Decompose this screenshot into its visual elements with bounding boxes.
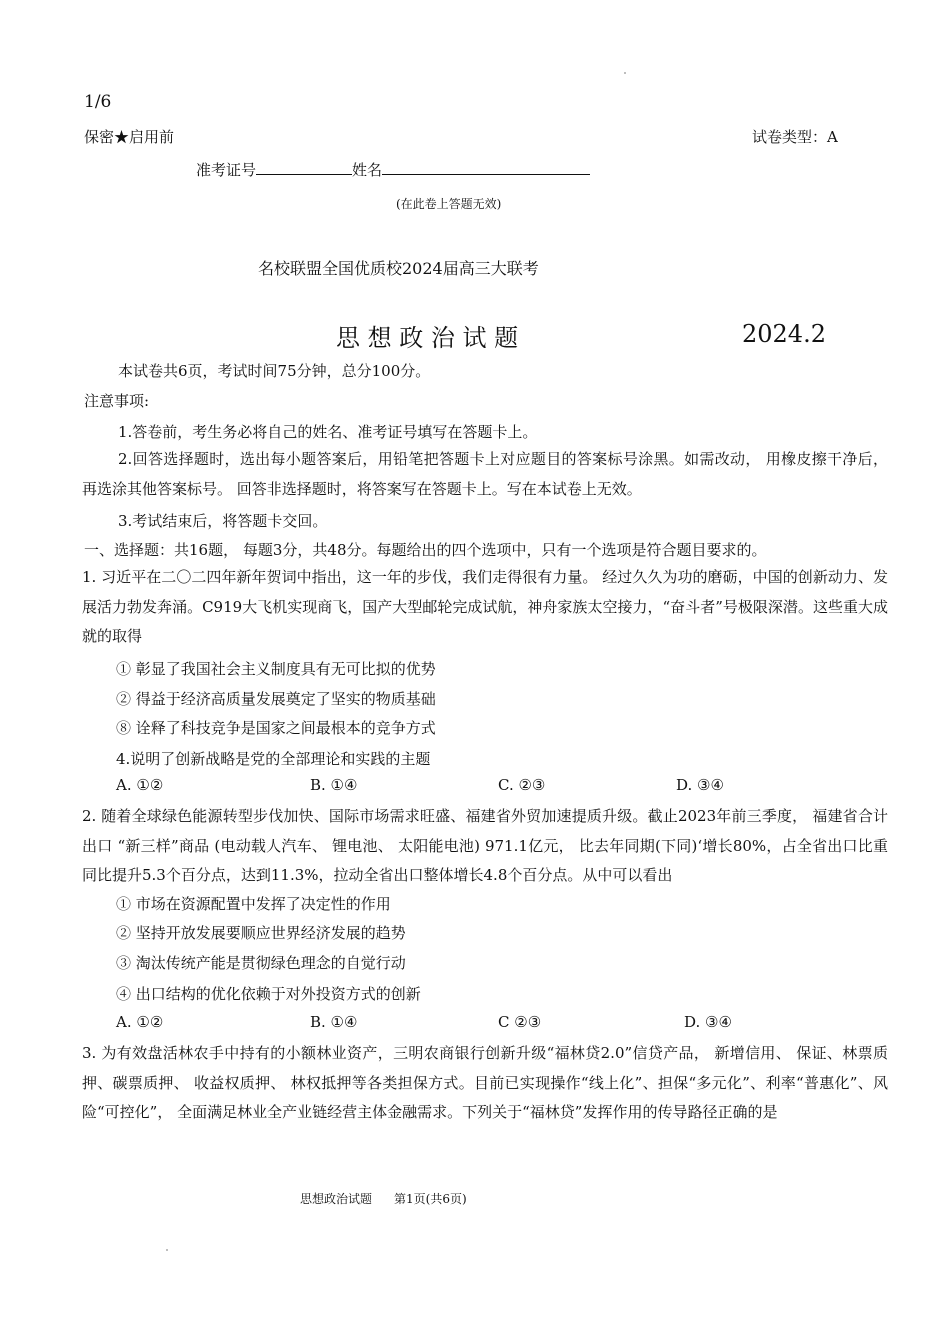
option-d[interactable]: D. ③④ xyxy=(676,776,724,794)
statement: ② 得益于经济高质量发展奠定了坚实的物质基础 xyxy=(116,690,436,708)
invalid-note: (在此卷上答题无效) xyxy=(396,197,502,211)
confidential-label: 保密★启用前 xyxy=(84,128,175,146)
option-c[interactable]: C ②③ xyxy=(498,1013,542,1031)
notice-item: 3.考试结束后，将答题卡交回。 xyxy=(118,512,328,530)
option-a[interactable]: A. ①② xyxy=(116,776,164,794)
statement: ② 坚持开放发展要顺应世界经济发展的趋势 xyxy=(116,924,406,942)
page-counter: 1/6 xyxy=(84,92,112,112)
question-stem: 1. 习近平在二〇二四年新年贺词中指出，这一年的步伐，我们走得很有力量。 经过久久为功的磨砺，中国的创新动力、发展活力勃发奔涌。C919大飞机实现商飞，国产大型邮轮完成试航，神舟家族太空接力，“奋斗者”号极限深潜。这些重大成就的取得 xyxy=(82,568,888,645)
notice-item: 1.答卷前，考生务必将自己的姓名、准考证号填写在答题卡上。 xyxy=(118,423,538,441)
name-field[interactable] xyxy=(382,159,590,175)
statement: 4.说明了创新战略是党的全部理论和实践的主题 xyxy=(116,750,431,768)
option-d[interactable]: D. ③④ xyxy=(684,1013,732,1031)
exam-intro: 本试卷共6页，考试时间75分钟，总分100分。 xyxy=(118,362,431,380)
footer-subject: 思想政治试题 xyxy=(300,1192,373,1206)
candidate-info xyxy=(196,159,590,180)
question-stem: 2. 随着全球绿色能源转型步伐加快、国际市场需求旺盛、福建省外贸加速提质升级。截止2023年前三季度， 福建省合计出口 “新三样”商品 (电动载人汽车、 锂电池、 太阳能电池) 971.1亿元， 比去年同期(下同)‘增长80%，占全省出口比重同比提升5.3个百分点，达到11.3%，拉动全省出口整体增长4.8个百分点。从中可以看出 xyxy=(82,807,888,884)
answer-options xyxy=(116,1013,816,1035)
section-heading: 一、选择题：共16题， 每题3分，共48分。每题给出的四个选项中，只有一个选项是符合题目要求的。 xyxy=(84,541,767,559)
name-label: 姓名 xyxy=(352,161,383,179)
exam-id-label: 准考证号 xyxy=(196,161,257,179)
notice-item: 2.回答选择题时，选出每小题答案后，用铅笔把答题卡上对应题目的答案标号涂黑。如需改动， 用橡皮擦干净后， 再选涂其他答案标号。 回答非选择题时，将答案写在答题卡上。写在本试卷上无效。 xyxy=(82,450,888,498)
statement: ① 市场在资源配置中发挥了决定性的作用 xyxy=(116,895,391,913)
subject-title: 思 想 政 治 试 题 xyxy=(336,324,519,352)
exam-name: 名校联盟全国优质校2024届高三大联考 xyxy=(258,259,539,278)
scan-speck xyxy=(166,1249,168,1251)
exam-date: 2024.2 xyxy=(742,320,826,348)
option-b[interactable]: B. ①④ xyxy=(310,1013,358,1031)
statement: ⑧ 诠释了科技竞争是国家之间最根本的竞争方式 xyxy=(116,719,436,737)
exam-id-field[interactable] xyxy=(256,159,352,175)
footer-page: 第1页(共6页) xyxy=(394,1192,467,1206)
paper-type: 试卷类型：A xyxy=(752,128,838,146)
statement: ① 彰显了我国社会主义制度具有无可比拟的优势 xyxy=(116,660,436,678)
statement: ④ 出口结构的优化依赖于对外投资方式的创新 xyxy=(116,985,421,1003)
scan-speck xyxy=(624,72,626,74)
option-c[interactable]: C. ②③ xyxy=(498,776,546,794)
statement: ③ 淘汰传统产能是贯彻绿色理念的自觉行动 xyxy=(116,954,406,972)
option-a[interactable]: A. ①② xyxy=(116,1013,164,1031)
question-stem: 3. 为有效盘活林农手中持有的小额林业资产，三明农商银行创新升级“福林贷2.0”信贷产品， 新增信用、 保证、林票质押、碳票质押、 收益权质押、 林权抵押等各类担保方式。目前已实现操作“线上化”、担保“多元化”、利率“普惠化”、风险“可控化”， 全面满足林业全产业链经营主体金融需求。下列关于“福林贷”发挥作用的传导路径正确的是 xyxy=(82,1044,888,1121)
page-footer xyxy=(300,1190,467,1207)
answer-options xyxy=(116,776,816,798)
option-b[interactable]: B. ①④ xyxy=(310,776,358,794)
notice-heading: 注意事项: xyxy=(84,392,150,410)
